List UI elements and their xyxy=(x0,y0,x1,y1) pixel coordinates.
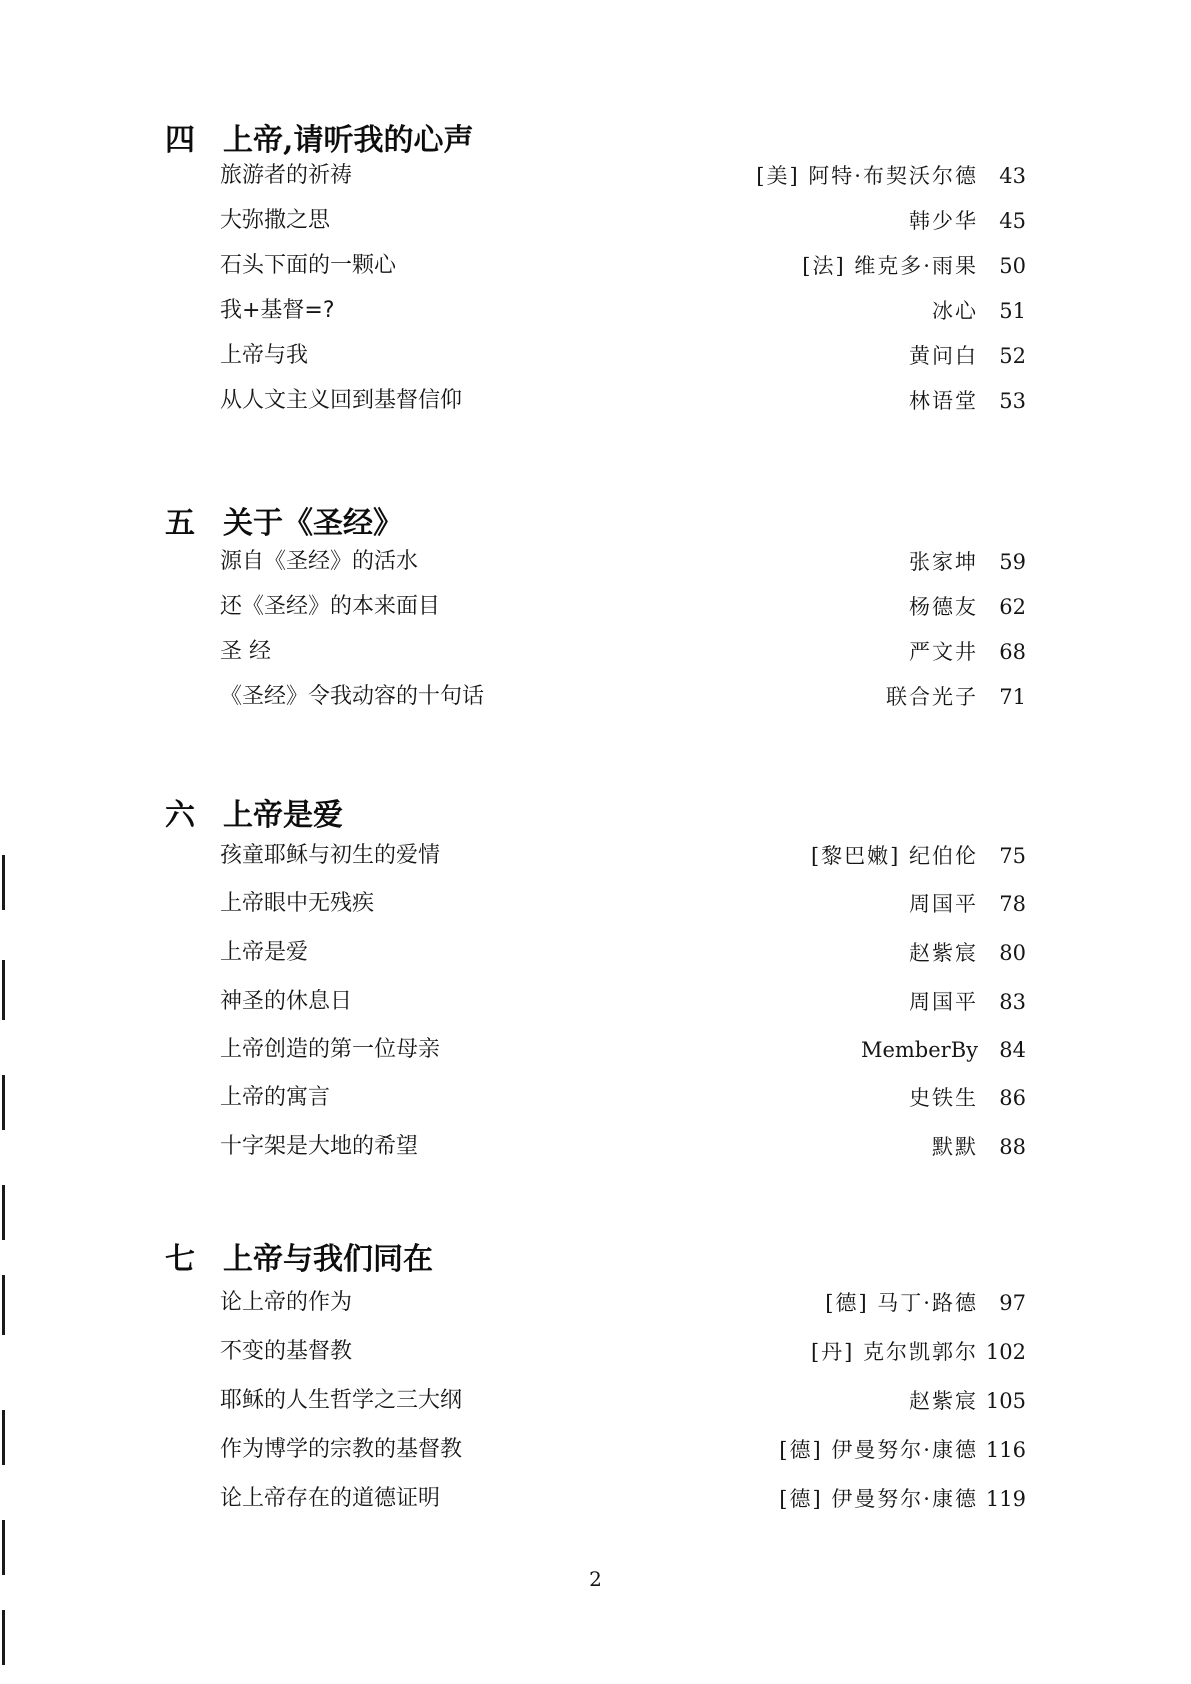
toc-entry xyxy=(0,936,1191,970)
entry-title: 论上帝的作为 xyxy=(220,1290,353,1315)
toc-entry xyxy=(0,1384,1191,1418)
entry-page: 75 xyxy=(999,844,1026,868)
toc-entry xyxy=(0,1286,1191,1320)
section-heading xyxy=(165,504,403,544)
section-heading xyxy=(165,796,343,836)
scan-edge-mark xyxy=(2,1410,5,1465)
entry-author: 黄问白 xyxy=(909,344,978,368)
toc-entry xyxy=(0,294,1191,328)
entry-title: 大弥撒之思 xyxy=(220,208,331,233)
entry-author: 严文井 xyxy=(909,640,978,664)
entry-author: [德] 马丁·路德 xyxy=(825,1291,978,1315)
entry-page: 102 xyxy=(985,1340,1026,1364)
scan-edge-mark xyxy=(2,855,5,910)
scan-edge-mark xyxy=(2,1520,5,1575)
entry-title: 耶稣的人生哲学之三大纲 xyxy=(220,1388,463,1413)
entry-author: 韩少华 xyxy=(909,209,978,233)
entry-author: 史铁生 xyxy=(909,1086,978,1110)
section-title: 上帝是爱 xyxy=(223,798,343,833)
scan-edge-mark xyxy=(2,1275,5,1335)
entry-page: 86 xyxy=(999,1086,1026,1110)
entry-page: 116 xyxy=(985,1438,1026,1462)
entry-author: 周国平 xyxy=(909,990,978,1014)
entry-author: 联合光子 xyxy=(886,685,978,709)
entry-page: 50 xyxy=(999,254,1026,278)
section-title: 关于《圣经》 xyxy=(223,506,403,541)
entry-page: 45 xyxy=(999,209,1026,233)
entry-author: 周国平 xyxy=(909,892,978,916)
entry-page: 83 xyxy=(999,990,1026,1014)
entry-author: [美] 阿特·布契沃尔德 xyxy=(756,164,978,188)
entry-author: [德] 伊曼努尔·康德 xyxy=(779,1438,978,1462)
section-number: 四 xyxy=(165,123,195,158)
section-title: 上帝与我们同在 xyxy=(223,1242,433,1277)
entry-page: 78 xyxy=(999,892,1026,916)
toc-entry xyxy=(0,1335,1191,1369)
entry-author: 杨德友 xyxy=(909,595,978,619)
entry-title: 作为博学的宗教的基督教 xyxy=(220,1437,463,1462)
entry-page: 52 xyxy=(999,344,1026,368)
entry-page: 97 xyxy=(999,1291,1026,1315)
entry-title: 石头下面的一颗心 xyxy=(220,253,397,278)
page-number: 2 xyxy=(589,1567,602,1591)
toc-entry xyxy=(0,590,1191,624)
section-number: 七 xyxy=(165,1242,195,1277)
entry-page: 88 xyxy=(999,1135,1026,1159)
entry-page: 62 xyxy=(999,595,1026,619)
entry-author: 赵紫宸 xyxy=(909,1389,978,1413)
scan-edge-mark xyxy=(2,1185,5,1240)
scan-edge-mark xyxy=(2,960,5,1020)
section-number: 六 xyxy=(165,798,195,833)
entry-page: 59 xyxy=(999,550,1026,574)
entry-title: 源自《圣经》的活水 xyxy=(220,549,419,574)
entry-author: [丹] 克尔凯郭尔 xyxy=(810,1340,978,1364)
entry-page: 105 xyxy=(985,1389,1026,1413)
entry-page: 51 xyxy=(999,299,1026,323)
entry-author: [法] 维克多·雨果 xyxy=(802,254,978,278)
entry-title: 从人文主义回到基督信仰 xyxy=(220,388,463,413)
toc-entry xyxy=(0,159,1191,193)
entry-title: 上帝眼中无残疾 xyxy=(220,891,375,916)
entry-author: 冰心 xyxy=(932,299,978,323)
toc-entry xyxy=(0,384,1191,418)
entry-title: 十字架是大地的希望 xyxy=(220,1134,419,1159)
entry-author: MemberBy xyxy=(860,1038,978,1062)
toc-entry xyxy=(0,1081,1191,1115)
entry-title: 上帝与我 xyxy=(220,343,309,368)
entry-page: 71 xyxy=(999,685,1026,709)
entry-title: 论上帝存在的道德证明 xyxy=(220,1486,441,1511)
entry-author: 林语堂 xyxy=(909,389,978,413)
entry-title: 旅游者的祈祷 xyxy=(220,163,353,188)
toc-entry xyxy=(0,839,1191,873)
entry-title: 上帝创造的第一位母亲 xyxy=(220,1037,441,1062)
section-heading xyxy=(165,121,473,161)
entry-page: 43 xyxy=(999,164,1026,188)
toc-entry xyxy=(0,1033,1191,1067)
entry-author: 赵紫宸 xyxy=(909,941,978,965)
entry-title: 孩童耶稣与初生的爱情 xyxy=(220,843,441,868)
toc-entry xyxy=(0,887,1191,921)
entry-page: 84 xyxy=(999,1038,1026,1062)
entry-page: 68 xyxy=(999,640,1026,664)
scan-edge-mark xyxy=(2,1610,5,1665)
entry-page: 119 xyxy=(985,1487,1026,1511)
toc-entry xyxy=(0,1433,1191,1467)
toc-entry xyxy=(0,204,1191,238)
entry-title: 《圣经》令我动容的十句话 xyxy=(220,684,485,709)
entry-page: 80 xyxy=(999,941,1026,965)
entry-title: 上帝是爱 xyxy=(220,940,309,965)
section-number: 五 xyxy=(165,506,195,541)
toc-entry xyxy=(0,985,1191,1019)
toc-entry xyxy=(0,635,1191,669)
entry-title: 我+基督=? xyxy=(220,298,335,323)
toc-entry xyxy=(0,680,1191,714)
toc-entry xyxy=(0,339,1191,373)
toc-entry xyxy=(0,249,1191,283)
entry-title: 还《圣经》的本来面目 xyxy=(220,594,441,619)
entry-title: 神圣的休息日 xyxy=(220,989,353,1014)
entry-author: [黎巴嫩] 纪伯伦 xyxy=(810,844,978,868)
scan-edge-mark xyxy=(2,1075,5,1130)
toc-entry xyxy=(0,545,1191,579)
toc-entry xyxy=(0,1482,1191,1516)
entry-author: 张家坤 xyxy=(909,550,978,574)
entry-title: 不变的基督教 xyxy=(220,1339,353,1364)
entry-title: 上帝的寓言 xyxy=(220,1085,331,1110)
entry-page: 53 xyxy=(999,389,1026,413)
entry-title: 圣 经 xyxy=(220,639,271,664)
entry-author: [德] 伊曼努尔·康德 xyxy=(779,1487,978,1511)
toc-entry xyxy=(0,1130,1191,1164)
section-heading xyxy=(165,1240,433,1280)
entry-author: 默默 xyxy=(932,1135,978,1159)
section-title: 上帝,请听我的心声 xyxy=(223,123,474,158)
